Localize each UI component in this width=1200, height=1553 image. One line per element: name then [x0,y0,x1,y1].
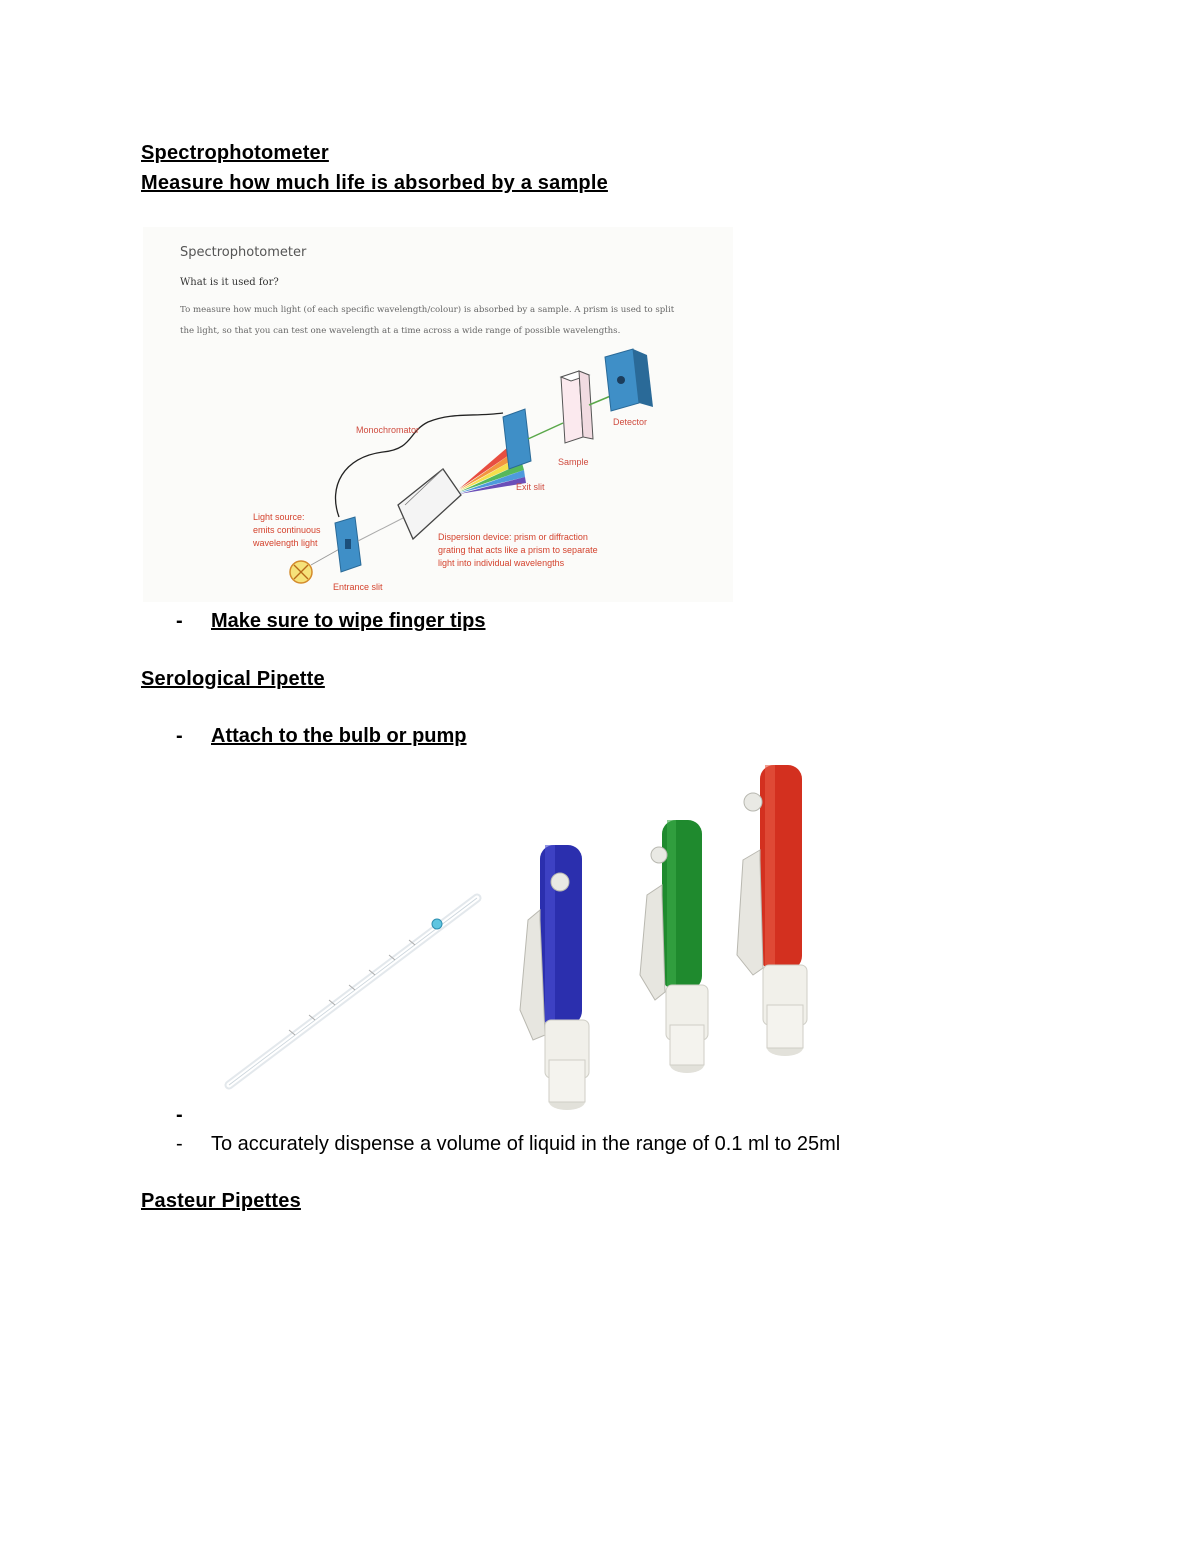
label-dispersion-1: Dispersion device: prism or diffraction [438,532,588,542]
figure-text-line-2: the light, so that you can test one wavelength at a time across a wide range of possible wavelengths. [180,326,621,336]
label-light-source-3: wavelength light [253,538,318,548]
serological-pipette-image [229,898,477,1085]
section-pasteur-pipettes: Pasteur Pipettes [141,1190,301,1212]
figure-text-line-1: To measure how much light (of each specific wavelength/colour) is absorbed by a sample. A prism is used to split [180,305,675,315]
prism-icon [398,469,461,539]
label-entrance-slit: Entrance slit [333,582,383,592]
figure-question: What is it used for? [180,277,279,288]
spectrophotometer-figure [143,227,733,602]
label-light-source-1: Light source: [253,512,305,522]
label-detector: Detector [613,417,648,427]
bullet-marker: - [176,1104,183,1126]
label-sample: Sample [558,457,589,467]
bullet-dispense-volume: To accurately dispense a volume of liquid in the range of 0.1 ml to 25ml [211,1133,841,1155]
red-pipette-pump-image [737,765,807,1056]
blue-pipette-pump-image [520,845,589,1110]
label-monochromator: Monochromator [356,425,420,435]
label-light-source-2: emits continuous [253,525,321,535]
label-exit-slit: Exit slit [516,482,545,492]
bullet-marker: - [176,1133,183,1155]
pipette-pumps-figure [215,760,815,1115]
section-serological-pipette: Serological Pipette [141,668,325,690]
figure-heading: Spectrophotometer [180,245,307,260]
page-subtitle: Measure how much life is absorbed by a sample [141,172,608,194]
bullet-marker: - [176,725,183,747]
green-pipette-pump-image [640,820,708,1073]
label-dispersion-3: light into individual wavelengths [438,558,565,568]
label-dispersion-2: grating that acts like a prism to separate [438,545,598,555]
bullet-wipe-finger-tips: Make sure to wipe finger tips [211,610,486,632]
bullet-marker: - [176,610,183,632]
bullet-attach-bulb: Attach to the bulb or pump [211,725,467,747]
page-title: Spectrophotometer [141,142,329,164]
